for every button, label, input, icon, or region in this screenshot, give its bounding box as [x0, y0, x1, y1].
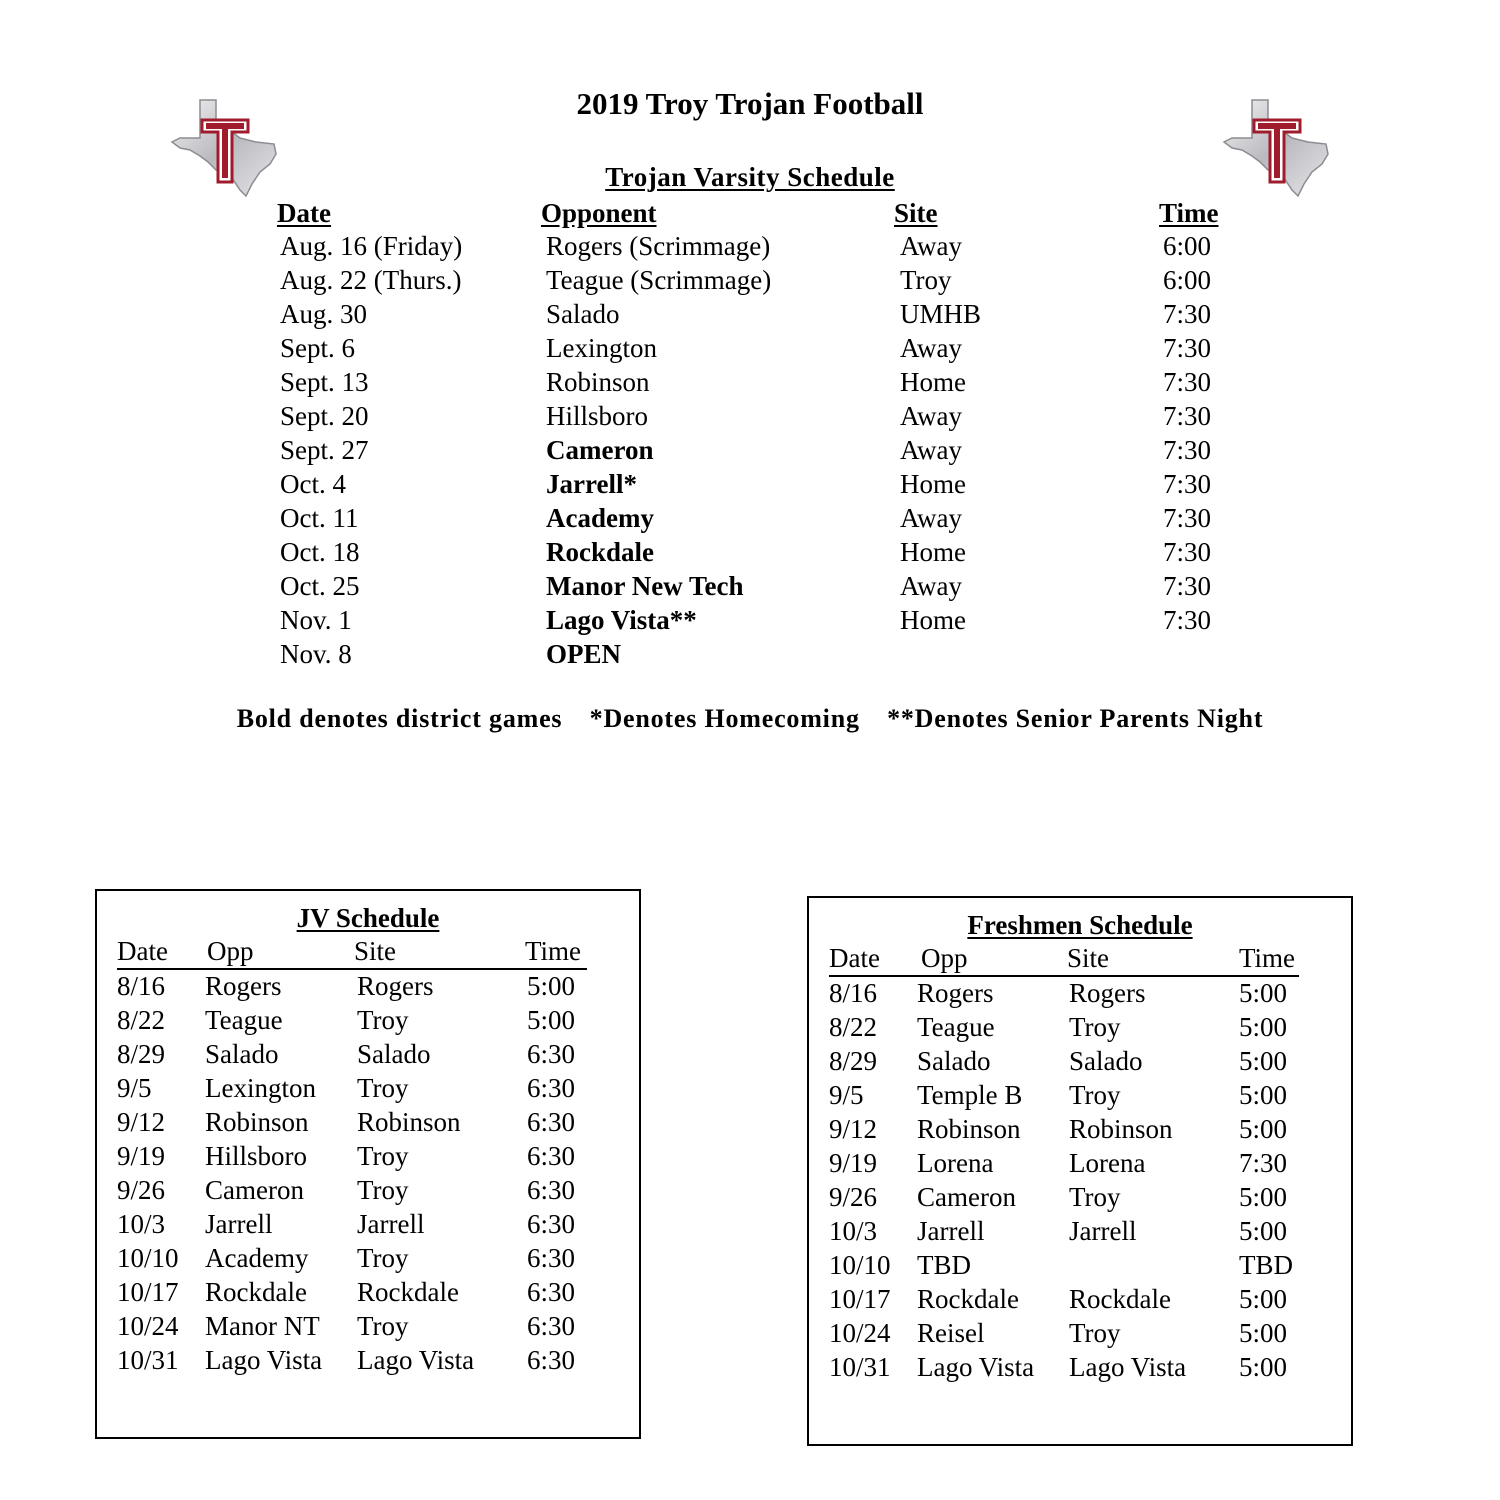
- legend-homecoming: *Denotes Homecoming: [589, 704, 860, 733]
- varsity-schedule-heading: Trojan Varsity Schedule: [605, 162, 895, 192]
- varsity-header-site: Site: [894, 198, 938, 228]
- jv-date: 10/31: [117, 1345, 179, 1375]
- varsity-header-opponent: Opponent: [541, 198, 657, 228]
- freshmen-site: Jarrell: [1069, 1216, 1137, 1246]
- varsity-time: 7:30: [1163, 537, 1212, 567]
- jv-row: [117, 971, 617, 1005]
- jv-time: 6:30: [527, 1345, 576, 1375]
- varsity-time: 7:30: [1163, 367, 1212, 397]
- freshmen-date: 9/12: [829, 1114, 878, 1144]
- jv-site: Rockdale: [357, 1277, 459, 1307]
- freshmen-date: 8/16: [829, 978, 878, 1008]
- jv-site: Jarrell: [357, 1209, 425, 1239]
- page-title: 2019 Troy Trojan Football: [576, 86, 924, 121]
- varsity-opponent: Cameron: [546, 435, 654, 465]
- jv-opp: Robinson: [205, 1107, 309, 1137]
- varsity-opponent: OPEN: [546, 639, 622, 669]
- jv-site: Troy: [357, 1311, 409, 1341]
- freshmen-row: [829, 1012, 1329, 1046]
- freshmen-schedule-title: Freshmen Schedule: [967, 910, 1193, 940]
- jv-date: 9/12: [117, 1107, 166, 1137]
- schedule-legend: [0, 704, 1500, 734]
- jv-opp: Jarrell: [205, 1209, 273, 1239]
- jv-time: 5:00: [527, 1005, 576, 1035]
- varsity-date: Aug. 22 (Thurs.): [280, 265, 462, 295]
- jv-row: [117, 1175, 617, 1209]
- freshmen-time: 5:00: [1239, 1352, 1288, 1382]
- freshmen-date: 9/26: [829, 1182, 878, 1212]
- freshmen-opp: TBD: [917, 1250, 971, 1280]
- varsity-row: [0, 367, 1500, 401]
- freshmen-date: 8/29: [829, 1046, 878, 1076]
- freshmen-opp: Temple B: [917, 1080, 1023, 1110]
- varsity-opponent: Hillsboro: [546, 401, 649, 431]
- freshmen-time: 5:00: [1239, 1216, 1288, 1246]
- freshmen-row: [829, 1080, 1329, 1114]
- freshmen-time: 5:00: [1239, 1318, 1288, 1348]
- freshmen-row: [829, 1216, 1329, 1250]
- freshmen-row: [829, 1318, 1329, 1352]
- freshmen-date: 10/10: [829, 1250, 891, 1280]
- varsity-row: [0, 401, 1500, 435]
- freshmen-site: Troy: [1069, 1318, 1121, 1348]
- jv-time: 6:30: [527, 1039, 576, 1069]
- jv-time: 6:30: [527, 1175, 576, 1205]
- freshmen-opp: Rogers: [917, 978, 994, 1008]
- jv-date: 8/16: [117, 971, 166, 1001]
- varsity-time: 6:00: [1163, 231, 1212, 261]
- jv-site: Rogers: [357, 971, 434, 1001]
- varsity-site: Home: [900, 469, 966, 499]
- freshmen-time: TBD: [1239, 1250, 1293, 1280]
- jv-row: [117, 1243, 617, 1277]
- varsity-header-date: Date: [277, 198, 331, 228]
- varsity-opponent: Salado: [546, 299, 620, 329]
- varsity-date: Oct. 18: [280, 537, 360, 567]
- jv-opp: Salado: [205, 1039, 279, 1069]
- jv-time: 6:30: [527, 1311, 576, 1341]
- jv-schedule-box: [95, 889, 641, 1439]
- varsity-opponent: Academy: [546, 503, 654, 533]
- jv-row: [117, 1277, 617, 1311]
- legend-senior-night: **Denotes Senior Parents Night: [887, 704, 1264, 733]
- varsity-row: [0, 469, 1500, 503]
- freshmen-row: [829, 1352, 1329, 1386]
- varsity-time: 7:30: [1163, 605, 1212, 635]
- jv-row: [117, 1039, 617, 1073]
- freshmen-time: 5:00: [1239, 1182, 1288, 1212]
- varsity-date: Aug. 30: [280, 299, 367, 329]
- varsity-date: Oct. 11: [280, 503, 359, 533]
- freshmen-header-date: Date: [829, 943, 880, 973]
- freshmen-row: [829, 1114, 1329, 1148]
- jv-time: 6:30: [527, 1277, 576, 1307]
- varsity-row: [0, 503, 1500, 537]
- varsity-time: 7:30: [1163, 503, 1212, 533]
- freshmen-date: 9/5: [829, 1080, 864, 1110]
- varsity-time: 6:00: [1163, 265, 1212, 295]
- legend-district: Bold denotes district games: [236, 704, 563, 733]
- freshmen-opp: Cameron: [917, 1182, 1016, 1212]
- freshmen-row: [829, 1046, 1329, 1080]
- varsity-site: Home: [900, 605, 966, 635]
- jv-schedule-title: JV Schedule: [296, 903, 440, 933]
- jv-opp: Manor NT: [205, 1311, 320, 1341]
- jv-site: Robinson: [357, 1107, 461, 1137]
- freshmen-header-opp: Opp: [921, 943, 968, 973]
- jv-date: 9/5: [117, 1073, 152, 1103]
- freshmen-header-row: [829, 943, 1299, 977]
- varsity-date: Sept. 20: [280, 401, 369, 431]
- freshmen-time: 5:00: [1239, 1114, 1288, 1144]
- jv-date: 10/24: [117, 1311, 179, 1341]
- jv-date: 10/3: [117, 1209, 166, 1239]
- jv-header-row: [117, 936, 587, 970]
- jv-site: Salado: [357, 1039, 431, 1069]
- jv-opp: Rogers: [205, 971, 282, 1001]
- jv-date: 9/26: [117, 1175, 166, 1205]
- varsity-row: [0, 605, 1500, 639]
- jv-time: 6:30: [527, 1073, 576, 1103]
- varsity-time: 7:30: [1163, 469, 1212, 499]
- varsity-time: 7:30: [1163, 401, 1212, 431]
- varsity-date: Nov. 1: [280, 605, 352, 635]
- freshmen-opp: Teague: [917, 1012, 995, 1042]
- jv-opp: Academy: [205, 1243, 309, 1273]
- varsity-time: 7:30: [1163, 333, 1212, 363]
- jv-time: 6:30: [527, 1243, 576, 1273]
- varsity-row: [0, 639, 1500, 673]
- jv-date: 8/22: [117, 1005, 166, 1035]
- freshmen-site: Lorena: [1069, 1148, 1146, 1178]
- jv-site: Troy: [357, 1243, 409, 1273]
- jv-row: [117, 1311, 617, 1345]
- jv-opp: Hillsboro: [205, 1141, 308, 1171]
- freshmen-time: 5:00: [1239, 1012, 1288, 1042]
- varsity-site: Troy: [900, 265, 952, 295]
- jv-opp: Cameron: [205, 1175, 304, 1205]
- freshmen-date: 10/24: [829, 1318, 891, 1348]
- freshmen-opp: Lorena: [917, 1148, 994, 1178]
- varsity-time: 7:30: [1163, 435, 1212, 465]
- varsity-site: Away: [900, 435, 963, 465]
- freshmen-site: Salado: [1069, 1046, 1143, 1076]
- freshmen-date: 10/3: [829, 1216, 878, 1246]
- jv-row: [117, 1107, 617, 1141]
- varsity-site: Away: [900, 231, 963, 261]
- varsity-site: Home: [900, 367, 966, 397]
- jv-site: Troy: [357, 1141, 409, 1171]
- jv-site: Troy: [357, 1073, 409, 1103]
- freshmen-time: 5:00: [1239, 978, 1288, 1008]
- freshmen-row: [829, 978, 1329, 1012]
- varsity-row: [0, 435, 1500, 469]
- freshmen-opp: Jarrell: [917, 1216, 985, 1246]
- freshmen-row: [829, 1250, 1329, 1284]
- jv-row: [117, 1005, 617, 1039]
- freshmen-time: 5:00: [1239, 1046, 1288, 1076]
- freshmen-time: 5:00: [1239, 1080, 1288, 1110]
- freshmen-time: 5:00: [1239, 1284, 1288, 1314]
- jv-opp: Rockdale: [205, 1277, 307, 1307]
- varsity-row: [0, 333, 1500, 367]
- jv-header-opp: Opp: [207, 936, 254, 966]
- jv-row: [117, 1141, 617, 1175]
- freshmen-site: Robinson: [1069, 1114, 1173, 1144]
- jv-time: 6:30: [527, 1209, 576, 1239]
- varsity-site: Away: [900, 401, 963, 431]
- jv-row: [117, 1209, 617, 1243]
- varsity-opponent: Teague (Scrimmage): [546, 265, 772, 295]
- varsity-date: Nov. 8: [280, 639, 352, 669]
- varsity-site: Home: [900, 537, 966, 567]
- varsity-row: [0, 299, 1500, 333]
- freshmen-site: Troy: [1069, 1080, 1121, 1110]
- freshmen-opp: Salado: [917, 1046, 991, 1076]
- varsity-row: [0, 265, 1500, 299]
- freshmen-site: Lago Vista: [1069, 1352, 1187, 1382]
- freshmen-date: 10/17: [829, 1284, 891, 1314]
- freshmen-schedule-box: [807, 896, 1353, 1446]
- varsity-site: UMHB: [900, 299, 982, 329]
- jv-site: Lago Vista: [357, 1345, 475, 1375]
- varsity-opponent: Manor New Tech: [546, 571, 744, 601]
- freshmen-row: [829, 1148, 1329, 1182]
- varsity-opponent: Lexington: [546, 333, 657, 363]
- freshmen-date: 10/31: [829, 1352, 891, 1382]
- varsity-opponent: Jarrell*: [546, 469, 637, 499]
- varsity-date: Sept. 13: [280, 367, 369, 397]
- jv-opp: Lexington: [205, 1073, 316, 1103]
- freshmen-header-time: Time: [1239, 943, 1296, 973]
- freshmen-row: [829, 1182, 1329, 1216]
- freshmen-opp: Robinson: [917, 1114, 1021, 1144]
- varsity-opponent: Lago Vista**: [546, 605, 697, 635]
- varsity-opponent: Robinson: [546, 367, 650, 397]
- freshmen-date: 9/19: [829, 1148, 878, 1178]
- freshmen-site: Rogers: [1069, 978, 1146, 1008]
- jv-header-time: Time: [525, 936, 582, 966]
- freshmen-site: Rockdale: [1069, 1284, 1171, 1314]
- jv-site: Troy: [357, 1175, 409, 1205]
- varsity-site: Away: [900, 333, 963, 363]
- freshmen-opp: Rockdale: [917, 1284, 1019, 1314]
- jv-date: 9/19: [117, 1141, 166, 1171]
- jv-time: 6:30: [527, 1107, 576, 1137]
- varsity-time: 7:30: [1163, 299, 1212, 329]
- jv-site: Troy: [357, 1005, 409, 1035]
- varsity-row: [0, 537, 1500, 571]
- jv-time: 5:00: [527, 971, 576, 1001]
- varsity-site: Away: [900, 503, 963, 533]
- freshmen-time: 7:30: [1239, 1148, 1288, 1178]
- jv-header-site: Site: [354, 936, 397, 966]
- freshmen-date: 8/22: [829, 1012, 878, 1042]
- jv-time: 6:30: [527, 1141, 576, 1171]
- freshmen-row: [829, 1284, 1329, 1318]
- varsity-row: [0, 231, 1500, 265]
- varsity-date: Sept. 6: [280, 333, 356, 363]
- varsity-date: Oct. 4: [280, 469, 346, 499]
- varsity-row: [0, 571, 1500, 605]
- varsity-site: Away: [900, 571, 963, 601]
- freshmen-header-site: Site: [1067, 943, 1110, 973]
- jv-row: [117, 1345, 617, 1379]
- varsity-date: Aug. 16 (Friday): [280, 231, 463, 261]
- freshmen-opp: Lago Vista: [917, 1352, 1035, 1382]
- varsity-time: 7:30: [1163, 571, 1212, 601]
- jv-opp: Teague: [205, 1005, 283, 1035]
- jv-date: 8/29: [117, 1039, 166, 1069]
- jv-date: 10/17: [117, 1277, 179, 1307]
- varsity-header-time: Time: [1159, 198, 1219, 228]
- jv-date: 10/10: [117, 1243, 179, 1273]
- varsity-date: Sept. 27: [280, 435, 369, 465]
- freshmen-site: Troy: [1069, 1012, 1121, 1042]
- freshmen-opp: Reisel: [917, 1318, 985, 1348]
- freshmen-site: Troy: [1069, 1182, 1121, 1212]
- jv-opp: Lago Vista: [205, 1345, 323, 1375]
- jv-header-date: Date: [117, 936, 168, 966]
- varsity-opponent: Rogers (Scrimmage): [546, 231, 771, 261]
- varsity-opponent: Rockdale: [546, 537, 654, 567]
- jv-row: [117, 1073, 617, 1107]
- varsity-date: Oct. 25: [280, 571, 360, 601]
